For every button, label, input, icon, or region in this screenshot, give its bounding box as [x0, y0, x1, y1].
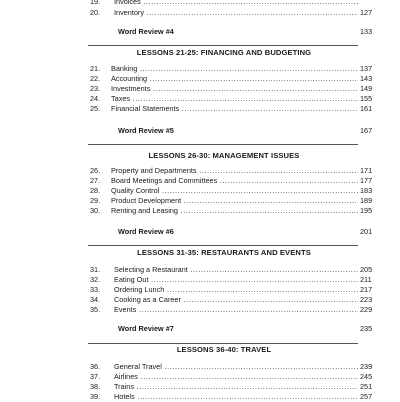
- lesson-title: Property and Departments .....: [111, 166, 358, 176]
- page-number: 229: [360, 305, 373, 314]
- lesson-title: Eating Out .....: [114, 275, 358, 285]
- section-heading: LESSONS 21-25: FINANCING AND BUDGETING: [136, 48, 312, 57]
- toc-entry[interactable]: [0, 186, 400, 196]
- page-number: 251: [360, 382, 373, 391]
- lesson-title: Trains .....: [114, 382, 358, 392]
- toc-entry[interactable]: [0, 265, 400, 275]
- toc-entry[interactable]: [0, 206, 400, 216]
- lesson-title: Ordering Lunch .....: [114, 285, 358, 295]
- lesson-number: 39.: [90, 392, 101, 401]
- lesson-title: Board Meetings and Committees .....: [111, 176, 358, 186]
- word-review-label: Word Review #5: [118, 126, 174, 135]
- toc-entry[interactable]: [0, 94, 400, 104]
- page-number: 137: [360, 64, 373, 73]
- lesson-number: 27.: [90, 176, 101, 185]
- word-review-entry[interactable]: [0, 126, 400, 136]
- toc-entry[interactable]: [0, 285, 400, 295]
- lesson-number: 20.: [90, 8, 101, 17]
- toc-entry[interactable]: [0, 372, 400, 382]
- page-number: 149: [360, 84, 373, 93]
- lesson-title: Taxes .....: [111, 94, 358, 104]
- section-divider: [88, 343, 358, 344]
- toc-entry[interactable]: [0, 104, 400, 114]
- lesson-title: Investments .....: [111, 84, 358, 94]
- lesson-number: 36.: [90, 362, 101, 371]
- lesson-title: Financial Statements .....: [111, 104, 358, 114]
- page-number: 155: [360, 94, 373, 103]
- page-number: 177: [360, 176, 373, 185]
- lesson-title: Banking .....: [111, 64, 358, 74]
- lesson-number: 24.: [90, 94, 101, 103]
- lesson-title: Accounting .....: [111, 74, 358, 84]
- page-number: 183: [360, 186, 373, 195]
- lesson-title: Selecting a Restaurant .....: [114, 265, 358, 275]
- lesson-title: Invoices .....: [114, 0, 358, 7]
- lesson-number: 23.: [90, 84, 101, 93]
- lesson-title: Quality Control .....: [111, 186, 358, 196]
- section-heading: LESSONS 31-35: RESTAURANTS AND EVENTS: [137, 248, 311, 257]
- page-number: 205: [360, 265, 373, 274]
- lesson-title: Renting and Leasing .....: [111, 206, 358, 216]
- toc-entry[interactable]: [0, 305, 400, 315]
- page-number: 257: [360, 392, 373, 401]
- toc-entry[interactable]: [0, 176, 400, 186]
- lesson-title: Inventory .....: [114, 8, 358, 18]
- page-number: 161: [360, 104, 373, 113]
- section-divider: [88, 144, 358, 145]
- page-number: 239: [360, 362, 373, 371]
- lesson-number: 30.: [90, 206, 101, 215]
- lesson-title: Events .....: [114, 305, 358, 315]
- page-number: 217: [360, 285, 373, 294]
- lesson-number: 26.: [90, 166, 101, 175]
- page-number: 245: [360, 372, 373, 381]
- toc-entry[interactable]: [0, 166, 400, 176]
- lesson-title: Airlines .....: [114, 372, 358, 382]
- page-number: 171: [360, 166, 373, 175]
- toc-entry[interactable]: [0, 382, 400, 392]
- toc-entry[interactable]: [0, 0, 400, 7]
- page-number: 235: [360, 324, 373, 333]
- lesson-number: 21.: [90, 64, 101, 73]
- toc-entry[interactable]: [0, 8, 400, 18]
- lesson-number: 37.: [90, 372, 101, 381]
- section-heading: LESSONS 26-30: MANAGEMENT ISSUES: [148, 151, 300, 160]
- word-review-entry[interactable]: [0, 27, 400, 37]
- lesson-number: 31.: [90, 265, 101, 274]
- page-number: 223: [360, 295, 373, 304]
- toc-entry[interactable]: [0, 295, 400, 305]
- section-heading: LESSONS 36-40: TRAVEL: [176, 345, 272, 354]
- lesson-number: 19.: [90, 0, 101, 6]
- page-number: 127: [360, 8, 373, 17]
- page-number: 167: [360, 126, 373, 135]
- toc-entry[interactable]: [0, 362, 400, 372]
- lesson-number: 22.: [90, 74, 101, 83]
- lesson-title: General Travel .....: [114, 362, 358, 372]
- toc-entry[interactable]: [0, 64, 400, 74]
- section-divider: [88, 245, 358, 246]
- lesson-number: 25.: [90, 104, 101, 113]
- word-review-label: Word Review #6: [118, 227, 174, 236]
- toc-entry[interactable]: [0, 196, 400, 206]
- section-divider: [88, 45, 358, 46]
- page-number: 189: [360, 196, 373, 205]
- lesson-number: 29.: [90, 196, 101, 205]
- page-number: 195: [360, 206, 373, 215]
- lesson-number: 33.: [90, 285, 101, 294]
- lesson-title: Cooking as a Career .....: [114, 295, 358, 305]
- word-review-label: Word Review #7: [118, 324, 174, 333]
- lesson-number: 38.: [90, 382, 101, 391]
- page-number: 133: [360, 27, 373, 36]
- word-review-label: Word Review #4: [118, 27, 174, 36]
- page-number: 211: [360, 275, 372, 284]
- toc-entry[interactable]: [0, 84, 400, 94]
- toc-entry[interactable]: [0, 74, 400, 84]
- lesson-number: 32.: [90, 275, 101, 284]
- lesson-number: 28.: [90, 186, 101, 195]
- toc-entry[interactable]: [0, 275, 400, 285]
- lesson-number: 35.: [90, 305, 101, 314]
- word-review-entry[interactable]: [0, 324, 400, 334]
- page-number: 201: [360, 227, 373, 236]
- page-number: 143: [360, 74, 373, 83]
- lesson-title: Product Development .....: [111, 196, 358, 206]
- lesson-number: 34.: [90, 295, 101, 304]
- word-review-entry[interactable]: [0, 227, 400, 237]
- toc-entry[interactable]: [0, 392, 400, 402]
- lesson-title: Hotels .....: [114, 392, 358, 402]
